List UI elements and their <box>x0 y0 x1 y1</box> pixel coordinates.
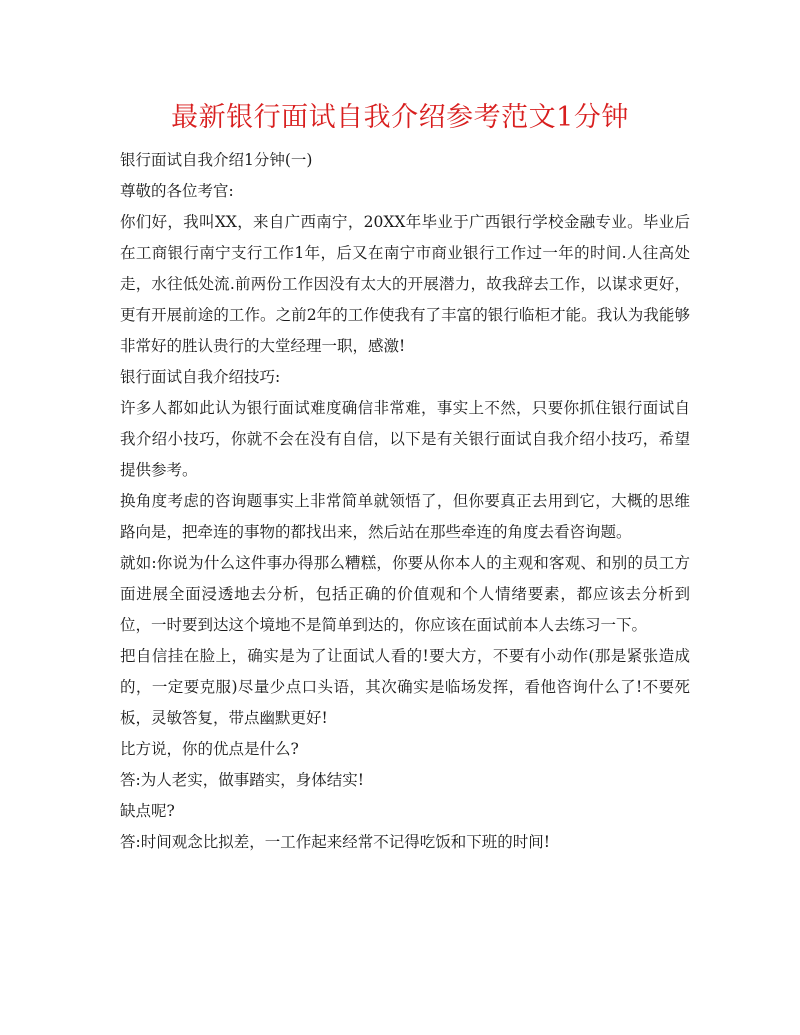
document-title: 最新银行面试自我介绍参考范文1分钟 <box>171 102 629 133</box>
paragraph: 你们好，我叫XX，来自广西南宁，20XX年毕业于广西银行学校金融专业。毕业后在工商银行南宁支行工作1年，后又在南宁市商业银行工作过一年的时间.人往高处走，水往低处流.前两份工作因没有太大的开展潜力，故我辞去工作，以谋求更好，更有开展前途的工作。之前2年的工作使我有了丰富的银行临柜才能。我认为我能够非常好的胜认贵行的大堂经理一职，感激! <box>120 213 690 355</box>
paragraph: 比方说，你的优点是什么? <box>120 740 299 758</box>
paragraph: 把自信挂在脸上，确实是为了让面试人看的!要大方，不要有小动作(那是紧张造成的，一定要克服)尽量少点口头语，其次确实是临场发挥，看他咨询什么了!不要死板，灵敏答复，带点幽默更好! <box>120 647 690 727</box>
paragraph: 缺点呢? <box>120 802 175 820</box>
paragraph: 就如:你说为什么这件事办得那么糟糕，你要从你本人的主观和客观、和别的员工方面进展全面浸透地去分析，包括正确的价值观和个人情绪要素，都应该去分析到位，一时要到达这个境地不是简单到达的，你应该在面试前本人去练习一下。 <box>120 554 690 634</box>
paragraph: 换角度考虑的咨询题事实上非常简单就领悟了，但你要真正去用到它，大概的思维路向是，把牵连的事物的都找出来，然后站在那些牵连的角度去看咨询题。 <box>120 492 690 541</box>
document-body <box>120 145 690 858</box>
paragraph: 答:为人老实，做事踏实，身体结实! <box>120 771 364 789</box>
paragraph: 许多人都如此认为银行面试难度确信非常难，事实上不然，只要你抓住银行面试自我介绍小技巧，你就不会在没有自信，以下是有关银行面试自我介绍小技巧，希望提供参考。 <box>120 399 690 479</box>
paragraph: 银行面试自我介绍技巧: <box>120 368 281 386</box>
paragraph: 答:时间观念比拟差，一工作起来经常不记得吃饭和下班的时间! <box>120 833 550 851</box>
paragraph: 银行面试自我介绍1分钟(一) <box>120 151 313 169</box>
paragraph: 尊敬的各位考官: <box>120 182 234 200</box>
